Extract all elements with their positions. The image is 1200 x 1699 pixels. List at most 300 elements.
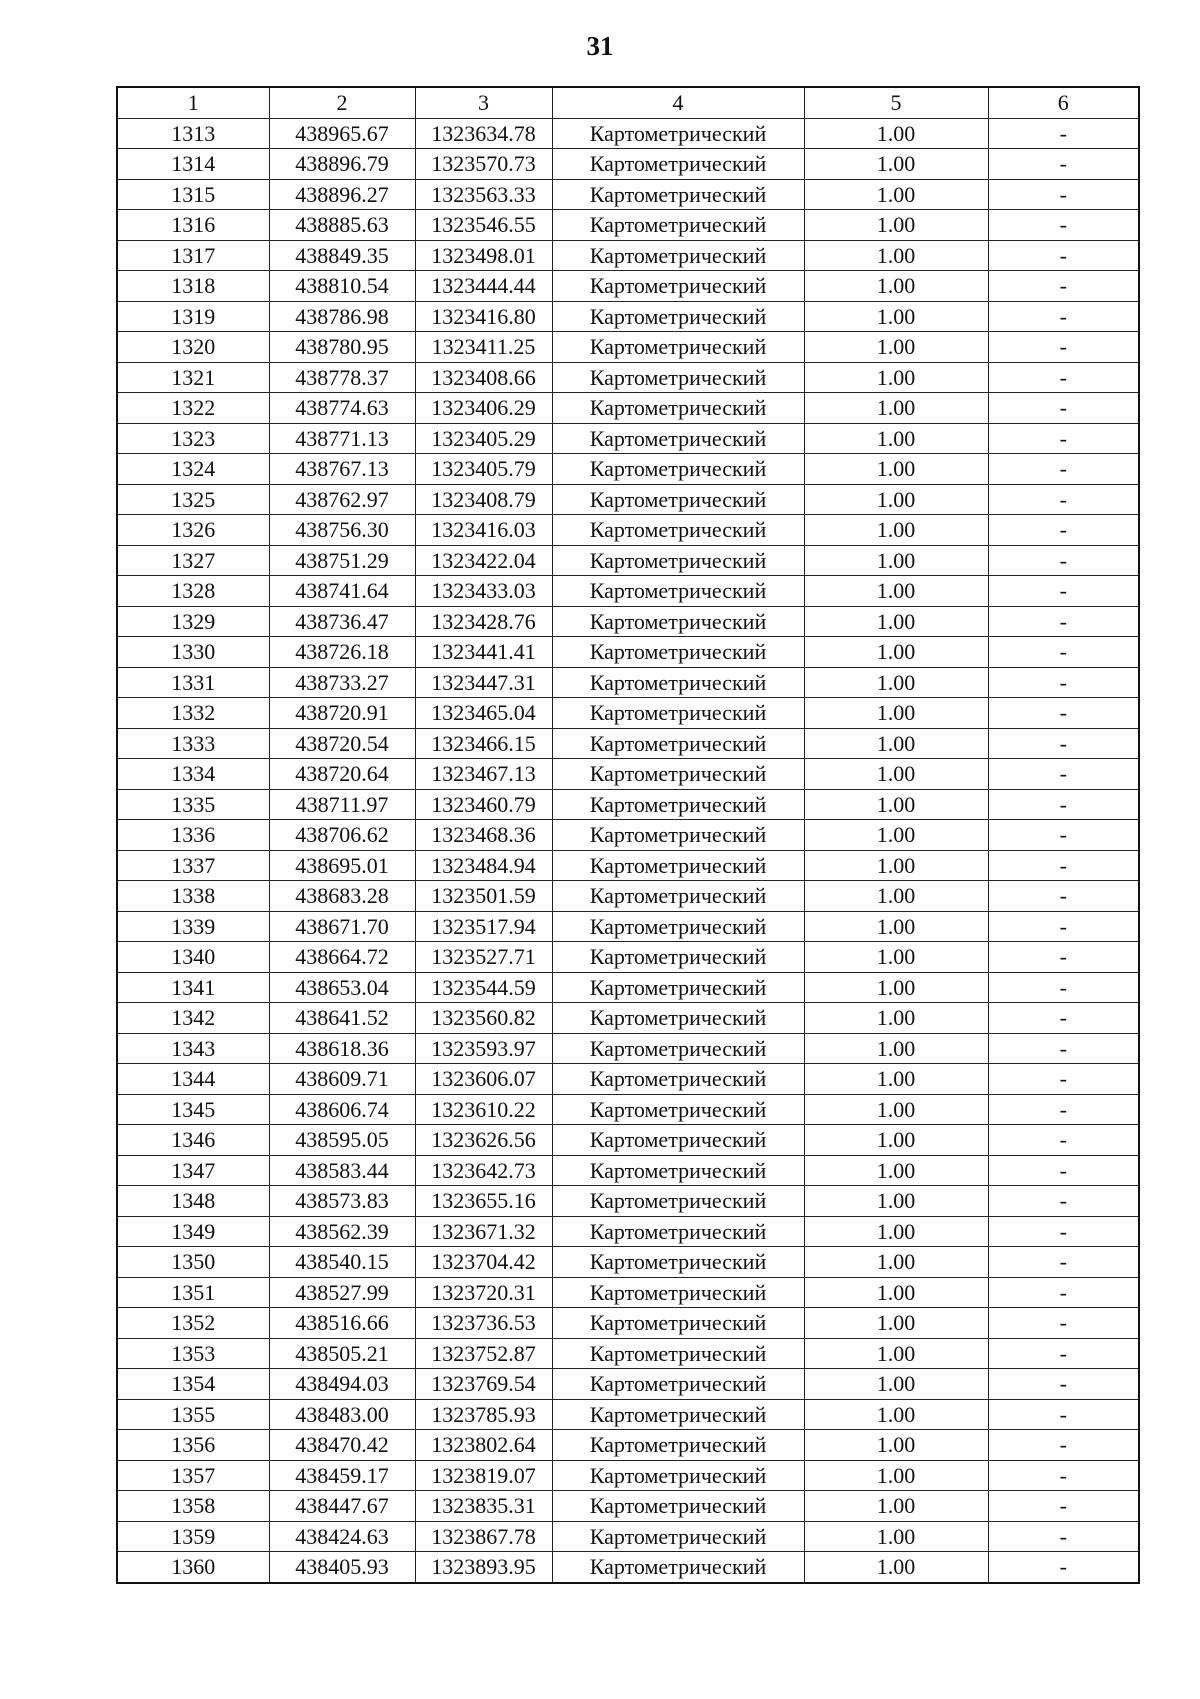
note-cell: - [988,606,1139,637]
point-number-cell: 1359 [117,1521,269,1552]
point-number-cell: 1352 [117,1308,269,1339]
y-coordinate-cell: 1323626.56 [415,1125,552,1156]
accuracy-cell: 1.00 [804,789,988,820]
accuracy-cell: 1.00 [804,1003,988,1034]
point-number-cell: 1336 [117,820,269,851]
x-coordinate-cell: 438641.52 [269,1003,415,1034]
note-cell: - [988,1338,1139,1369]
x-coordinate-cell: 438424.63 [269,1521,415,1552]
method-cell: Картометрический [552,1155,804,1186]
x-coordinate-cell: 438527.99 [269,1277,415,1308]
point-number-cell: 1335 [117,789,269,820]
y-coordinate-cell: 1323467.13 [415,759,552,790]
x-coordinate-cell: 438751.29 [269,545,415,576]
note-cell: - [988,576,1139,607]
x-coordinate-cell: 438774.63 [269,393,415,424]
y-coordinate-cell: 1323819.07 [415,1460,552,1491]
x-coordinate-cell: 438573.83 [269,1186,415,1217]
point-number-cell: 1340 [117,942,269,973]
note-cell: - [988,1277,1139,1308]
point-number-cell: 1327 [117,545,269,576]
point-number-cell: 1344 [117,1064,269,1095]
table-header [117,87,1139,118]
accuracy-cell: 1.00 [804,454,988,485]
x-coordinate-cell: 438810.54 [269,271,415,302]
note-cell: - [988,1064,1139,1095]
accuracy-cell: 1.00 [804,606,988,637]
point-number-cell: 1353 [117,1338,269,1369]
note-cell: - [988,1460,1139,1491]
point-number-cell: 1334 [117,759,269,790]
accuracy-cell: 1.00 [804,1521,988,1552]
note-cell: - [988,240,1139,271]
accuracy-cell: 1.00 [804,881,988,912]
y-coordinate-cell: 1323593.97 [415,1033,552,1064]
x-coordinate-cell: 438756.30 [269,515,415,546]
y-coordinate-cell: 1323406.29 [415,393,552,424]
note-cell: - [988,1247,1139,1278]
column-header: 4 [552,87,804,118]
table-row [117,1216,1139,1247]
x-coordinate-cell: 438447.67 [269,1491,415,1522]
method-cell: Картометрический [552,759,804,790]
table-row [117,149,1139,180]
y-coordinate-cell: 1323671.32 [415,1216,552,1247]
point-number-cell: 1354 [117,1369,269,1400]
x-coordinate-cell: 438720.91 [269,698,415,729]
method-cell: Картометрический [552,454,804,485]
point-number-cell: 1342 [117,1003,269,1034]
note-cell: - [988,1369,1139,1400]
y-coordinate-cell: 1323405.29 [415,423,552,454]
note-cell: - [988,1491,1139,1522]
y-coordinate-cell: 1323642.73 [415,1155,552,1186]
y-coordinate-cell: 1323422.04 [415,545,552,576]
method-cell: Картометрический [552,423,804,454]
column-header: 3 [415,87,552,118]
x-coordinate-cell: 438459.17 [269,1460,415,1491]
y-coordinate-cell: 1323433.03 [415,576,552,607]
method-cell: Картометрический [552,545,804,576]
x-coordinate-cell: 438780.95 [269,332,415,363]
x-coordinate-cell: 438583.44 [269,1155,415,1186]
y-coordinate-cell: 1323769.54 [415,1369,552,1400]
note-cell: - [988,1521,1139,1552]
accuracy-cell: 1.00 [804,271,988,302]
point-number-cell: 1328 [117,576,269,607]
note-cell: - [988,972,1139,1003]
x-coordinate-cell: 438706.62 [269,820,415,851]
method-cell: Картометрический [552,179,804,210]
table-row [117,1155,1139,1186]
x-coordinate-cell: 438695.01 [269,850,415,881]
point-number-cell: 1319 [117,301,269,332]
method-cell: Картометрический [552,728,804,759]
method-cell: Картометрический [552,1186,804,1217]
x-coordinate-cell: 438733.27 [269,667,415,698]
note-cell: - [988,454,1139,485]
accuracy-cell: 1.00 [804,728,988,759]
accuracy-cell: 1.00 [804,1247,988,1278]
table-row [117,850,1139,881]
table-body [117,118,1139,1583]
point-number-cell: 1318 [117,271,269,302]
table-row [117,728,1139,759]
method-cell: Картометрический [552,820,804,851]
page-number: 31 [586,31,614,61]
method-cell: Картометрический [552,1399,804,1430]
x-coordinate-cell: 438470.42 [269,1430,415,1461]
point-number-cell: 1343 [117,1033,269,1064]
method-cell: Картометрический [552,362,804,393]
point-number-cell: 1314 [117,149,269,180]
point-number-cell: 1322 [117,393,269,424]
note-cell: - [988,515,1139,546]
note-cell: - [988,1216,1139,1247]
note-cell: - [988,1186,1139,1217]
table-row [117,1521,1139,1552]
y-coordinate-cell: 1323606.07 [415,1064,552,1095]
column-header: 2 [269,87,415,118]
accuracy-cell: 1.00 [804,1308,988,1339]
y-coordinate-cell: 1323704.42 [415,1247,552,1278]
accuracy-cell: 1.00 [804,1033,988,1064]
accuracy-cell: 1.00 [804,179,988,210]
y-coordinate-cell: 1323867.78 [415,1521,552,1552]
point-number-cell: 1347 [117,1155,269,1186]
header-row [117,87,1139,118]
note-cell: - [988,911,1139,942]
accuracy-cell: 1.00 [804,210,988,241]
table-row [117,820,1139,851]
accuracy-cell: 1.00 [804,972,988,1003]
note-cell: - [988,1399,1139,1430]
table-row [117,972,1139,1003]
table-row [117,942,1139,973]
accuracy-cell: 1.00 [804,1277,988,1308]
note-cell: - [988,1094,1139,1125]
note-cell: - [988,271,1139,302]
x-coordinate-cell: 438771.13 [269,423,415,454]
x-coordinate-cell: 438965.67 [269,118,415,149]
accuracy-cell: 1.00 [804,423,988,454]
note-cell: - [988,637,1139,668]
method-cell: Картометрический [552,240,804,271]
method-cell: Картометрический [552,942,804,973]
y-coordinate-cell: 1323893.95 [415,1552,552,1583]
x-coordinate-cell: 438711.97 [269,789,415,820]
point-number-cell: 1345 [117,1094,269,1125]
x-coordinate-cell: 438896.27 [269,179,415,210]
y-coordinate-cell: 1323655.16 [415,1186,552,1217]
x-coordinate-cell: 438653.04 [269,972,415,1003]
table-row [117,1399,1139,1430]
method-cell: Картометрический [552,911,804,942]
x-coordinate-cell: 438516.66 [269,1308,415,1339]
point-number-cell: 1325 [117,484,269,515]
method-cell: Картометрический [552,667,804,698]
table-row [117,911,1139,942]
method-cell: Картометрический [552,301,804,332]
method-cell: Картометрический [552,1491,804,1522]
x-coordinate-cell: 438726.18 [269,637,415,668]
x-coordinate-cell: 438762.97 [269,484,415,515]
note-cell: - [988,881,1139,912]
note-cell: - [988,210,1139,241]
accuracy-cell: 1.00 [804,1491,988,1522]
accuracy-cell: 1.00 [804,545,988,576]
x-coordinate-cell: 438562.39 [269,1216,415,1247]
table-row [117,1125,1139,1156]
x-coordinate-cell: 438741.64 [269,576,415,607]
method-cell: Картометрический [552,149,804,180]
accuracy-cell: 1.00 [804,1155,988,1186]
note-cell: - [988,1003,1139,1034]
accuracy-cell: 1.00 [804,942,988,973]
point-number-cell: 1348 [117,1186,269,1217]
method-cell: Картометрический [552,698,804,729]
table-row [117,1094,1139,1125]
point-number-cell: 1332 [117,698,269,729]
method-cell: Картометрический [552,789,804,820]
note-cell: - [988,1552,1139,1583]
note-cell: - [988,484,1139,515]
note-cell: - [988,179,1139,210]
note-cell: - [988,942,1139,973]
table-row [117,698,1139,729]
point-number-cell: 1357 [117,1460,269,1491]
table-row [117,210,1139,241]
point-number-cell: 1350 [117,1247,269,1278]
y-coordinate-cell: 1323441.41 [415,637,552,668]
point-number-cell: 1321 [117,362,269,393]
point-number-cell: 1313 [117,118,269,149]
x-coordinate-cell: 438664.72 [269,942,415,973]
accuracy-cell: 1.00 [804,484,988,515]
note-cell: - [988,393,1139,424]
table-row [117,301,1139,332]
point-number-cell: 1338 [117,881,269,912]
note-cell: - [988,820,1139,851]
accuracy-cell: 1.00 [804,149,988,180]
x-coordinate-cell: 438849.35 [269,240,415,271]
note-cell: - [988,1430,1139,1461]
x-coordinate-cell: 438736.47 [269,606,415,637]
accuracy-cell: 1.00 [804,576,988,607]
x-coordinate-cell: 438609.71 [269,1064,415,1095]
table-row [117,1033,1139,1064]
table-row [117,1003,1139,1034]
note-cell: - [988,1308,1139,1339]
accuracy-cell: 1.00 [804,637,988,668]
y-coordinate-cell: 1323560.82 [415,1003,552,1034]
method-cell: Картометрический [552,1216,804,1247]
table-row [117,667,1139,698]
point-number-cell: 1326 [117,515,269,546]
y-coordinate-cell: 1323610.22 [415,1094,552,1125]
accuracy-cell: 1.00 [804,759,988,790]
method-cell: Картометрический [552,1430,804,1461]
point-number-cell: 1351 [117,1277,269,1308]
note-cell: - [988,850,1139,881]
point-number-cell: 1323 [117,423,269,454]
method-cell: Картометрический [552,1521,804,1552]
x-coordinate-cell: 438720.64 [269,759,415,790]
accuracy-cell: 1.00 [804,301,988,332]
table-row [117,1338,1139,1369]
point-number-cell: 1316 [117,210,269,241]
y-coordinate-cell: 1323802.64 [415,1430,552,1461]
method-cell: Картометрический [552,1064,804,1095]
y-coordinate-cell: 1323498.01 [415,240,552,271]
table-row [117,1308,1139,1339]
table-row [117,271,1139,302]
point-number-cell: 1349 [117,1216,269,1247]
point-number-cell: 1356 [117,1430,269,1461]
table-row [117,1430,1139,1461]
note-cell: - [988,423,1139,454]
point-number-cell: 1329 [117,606,269,637]
method-cell: Картометрический [552,118,804,149]
y-coordinate-cell: 1323484.94 [415,850,552,881]
method-cell: Картометрический [552,332,804,363]
point-number-cell: 1339 [117,911,269,942]
x-coordinate-cell: 438505.21 [269,1338,415,1369]
note-cell: - [988,362,1139,393]
table-row [117,1186,1139,1217]
accuracy-cell: 1.00 [804,667,988,698]
point-number-cell: 1360 [117,1552,269,1583]
x-coordinate-cell: 438786.98 [269,301,415,332]
y-coordinate-cell: 1323465.04 [415,698,552,729]
point-number-cell: 1330 [117,637,269,668]
accuracy-cell: 1.00 [804,1338,988,1369]
note-cell: - [988,332,1139,363]
point-number-cell: 1358 [117,1491,269,1522]
table-row [117,545,1139,576]
method-cell: Картометрический [552,1033,804,1064]
x-coordinate-cell: 438494.03 [269,1369,415,1400]
point-number-cell: 1355 [117,1399,269,1430]
method-cell: Картометрический [552,1094,804,1125]
y-coordinate-cell: 1323416.80 [415,301,552,332]
accuracy-cell: 1.00 [804,1369,988,1400]
x-coordinate-cell: 438540.15 [269,1247,415,1278]
x-coordinate-cell: 438595.05 [269,1125,415,1156]
accuracy-cell: 1.00 [804,1064,988,1095]
x-coordinate-cell: 438671.70 [269,911,415,942]
accuracy-cell: 1.00 [804,911,988,942]
table-row [117,454,1139,485]
method-cell: Картометрический [552,972,804,1003]
accuracy-cell: 1.00 [804,1460,988,1491]
method-cell: Картометрический [552,606,804,637]
x-coordinate-cell: 438683.28 [269,881,415,912]
accuracy-cell: 1.00 [804,1216,988,1247]
y-coordinate-cell: 1323736.53 [415,1308,552,1339]
x-coordinate-cell: 438778.37 [269,362,415,393]
table-row [117,515,1139,546]
method-cell: Картометрический [552,1277,804,1308]
table-row [117,484,1139,515]
y-coordinate-cell: 1323517.94 [415,911,552,942]
table-row [117,1064,1139,1095]
point-number-cell: 1333 [117,728,269,759]
table-row [117,1277,1139,1308]
point-number-cell: 1337 [117,850,269,881]
method-cell: Картометрический [552,576,804,607]
method-cell: Картометрический [552,1125,804,1156]
y-coordinate-cell: 1323501.59 [415,881,552,912]
coordinates-table [116,86,1140,1584]
note-cell: - [988,1155,1139,1186]
accuracy-cell: 1.00 [804,820,988,851]
note-cell: - [988,789,1139,820]
column-header: 6 [988,87,1139,118]
note-cell: - [988,667,1139,698]
note-cell: - [988,698,1139,729]
method-cell: Картометрический [552,637,804,668]
y-coordinate-cell: 1323785.93 [415,1399,552,1430]
x-coordinate-cell: 438767.13 [269,454,415,485]
y-coordinate-cell: 1323428.76 [415,606,552,637]
x-coordinate-cell: 438896.79 [269,149,415,180]
note-cell: - [988,759,1139,790]
x-coordinate-cell: 438720.54 [269,728,415,759]
x-coordinate-cell: 438606.74 [269,1094,415,1125]
x-coordinate-cell: 438405.93 [269,1552,415,1583]
table-row [117,332,1139,363]
method-cell: Картометрический [552,1369,804,1400]
point-number-cell: 1331 [117,667,269,698]
method-cell: Картометрический [552,1247,804,1278]
accuracy-cell: 1.00 [804,1125,988,1156]
y-coordinate-cell: 1323527.71 [415,942,552,973]
method-cell: Картометрический [552,271,804,302]
method-cell: Картометрический [552,881,804,912]
table-row [117,118,1139,149]
accuracy-cell: 1.00 [804,240,988,271]
accuracy-cell: 1.00 [804,1094,988,1125]
accuracy-cell: 1.00 [804,1186,988,1217]
column-header: 1 [117,87,269,118]
column-header: 5 [804,87,988,118]
note-cell: - [988,149,1139,180]
x-coordinate-cell: 438885.63 [269,210,415,241]
table-row [117,789,1139,820]
method-cell: Картометрический [552,393,804,424]
y-coordinate-cell: 1323570.73 [415,149,552,180]
note-cell: - [988,118,1139,149]
accuracy-cell: 1.00 [804,1552,988,1583]
method-cell: Картометрический [552,1460,804,1491]
table-row [117,1460,1139,1491]
y-coordinate-cell: 1323546.55 [415,210,552,241]
accuracy-cell: 1.00 [804,362,988,393]
point-number-cell: 1315 [117,179,269,210]
y-coordinate-cell: 1323563.33 [415,179,552,210]
accuracy-cell: 1.00 [804,118,988,149]
y-coordinate-cell: 1323835.31 [415,1491,552,1522]
note-cell: - [988,1125,1139,1156]
point-number-cell: 1324 [117,454,269,485]
point-number-cell: 1341 [117,972,269,1003]
method-cell: Картометрический [552,1003,804,1034]
accuracy-cell: 1.00 [804,332,988,363]
table-row [117,759,1139,790]
y-coordinate-cell: 1323444.44 [415,271,552,302]
table-row [117,881,1139,912]
